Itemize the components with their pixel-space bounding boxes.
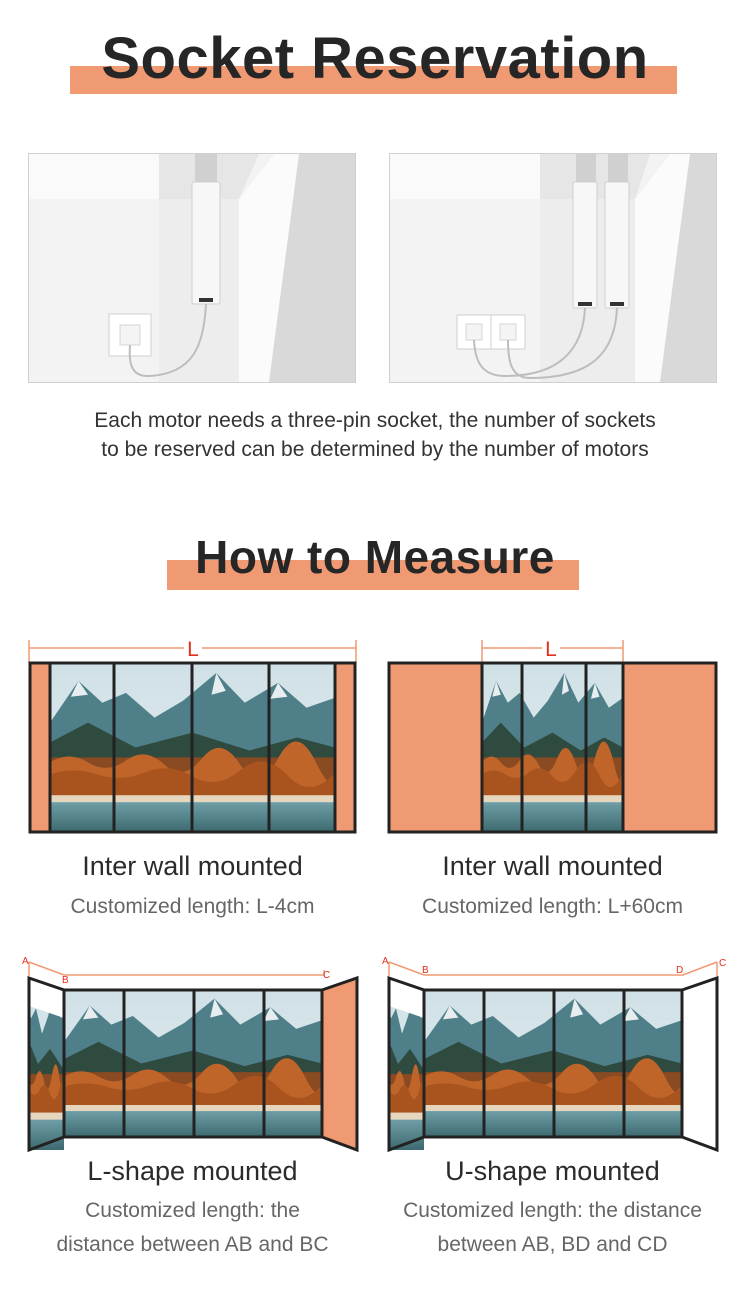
u-shape-diagram <box>380 950 725 1160</box>
socket-description-line1: Each motor needs a three-pin socket, the number of sockets <box>94 409 656 432</box>
inter-wall-diagram-1 <box>20 630 365 840</box>
sub-inter-wall-1: Customized length: L-4cm <box>70 895 315 918</box>
point-label-a: A <box>22 956 29 967</box>
sub-inter-wall-2: Customized length: L+60cm <box>422 895 683 918</box>
caption-u-shape: U-shape mounted <box>445 1156 660 1186</box>
point-label-c: C <box>323 970 331 981</box>
dimension-label-l: L <box>187 638 199 661</box>
point-label-c: C <box>719 958 727 969</box>
point-label-a: A <box>382 956 389 967</box>
measure-title: How to Measure <box>195 531 555 583</box>
double-motor-photo <box>389 153 717 383</box>
single-motor-photo <box>28 153 356 383</box>
sub-l-shape-line1: Customized length: the <box>85 1199 300 1222</box>
socket-description-line2: to be reserved can be determined by the number of motors <box>101 438 649 461</box>
l-shape-diagram <box>20 950 365 1160</box>
dimension-label-l: L <box>545 638 557 661</box>
caption-inter-wall-2: Inter wall mounted <box>442 851 663 881</box>
point-label-b: B <box>62 975 69 986</box>
caption-l-shape: L-shape mounted <box>87 1156 298 1186</box>
socket-title: Socket Reservation <box>101 26 649 91</box>
point-label-b: B <box>422 965 429 976</box>
point-label-d: D <box>676 965 684 976</box>
sub-u-shape-line1: Customized length: the distance <box>403 1199 702 1222</box>
caption-inter-wall-1: Inter wall mounted <box>82 851 303 881</box>
inter-wall-diagram-2 <box>380 630 725 840</box>
sub-l-shape-line2: distance between AB and BC <box>56 1233 329 1256</box>
sub-u-shape-line2: between AB, BD and CD <box>437 1233 668 1256</box>
